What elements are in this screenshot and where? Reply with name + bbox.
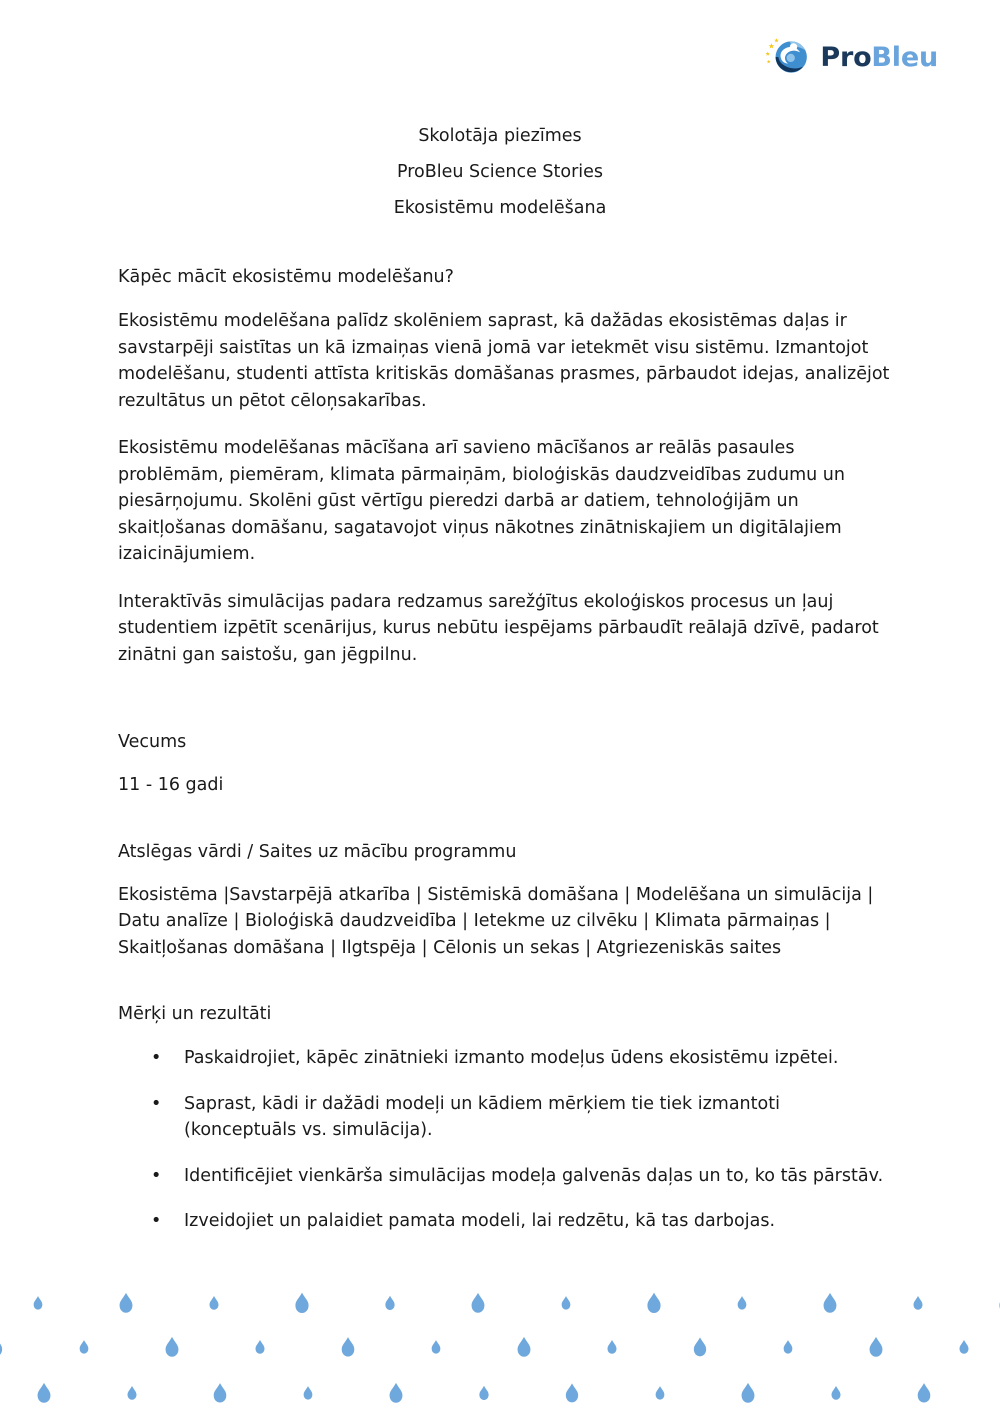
spacer-before-objectives [118, 961, 890, 1001]
objective-text: Saprast, kādi ir dažādi modeļi un kādiem mērķiem tie tiek izmantoti (konceptuāls vs. simulācija). [184, 1093, 780, 1140]
paragraph-why-teach-1: Ekosistēmu modelēšana palīdz skolēniem saprast, kā dažādas ekosistēmas daļas ir savstarpēji saistītas un kā izmaiņas vienā jomā var ietekmēt visu sistēmu. Izmantojot modelēšanu, studenti attīsta kritiskās domāšanas prasmes, pārbaudot idejas, analizējot rezultātus un pētot cēloņsakarības. [118, 311, 890, 411]
section-heading-objectives: Mērķi un rezultāti [118, 1004, 272, 1024]
section-heading-keywords: Atslēgas vārdi / Saites uz mācību programmu [118, 841, 517, 862]
objective-text: Paskaidrojiet, kāpēc zinātnieki izmanto modeļus ūdens ekosistēmu izpētei. [184, 1048, 839, 1068]
spacer-before-keywords [118, 799, 890, 839]
objective-text: Izveidojiet un palaidiet pamata modeli, lai redzētu, kā tas darbojas. [184, 1211, 776, 1231]
list-item [118, 1208, 890, 1235]
document-title-line-3: Ekosistēmu modelēšana [393, 198, 607, 218]
section-heading-why-teach: Kāpēc mācīt ekosistēmu modelēšanu? [118, 267, 454, 287]
bullet-icon: • [151, 1048, 162, 1068]
section-heading-age: Vecums [118, 732, 187, 752]
list-item [118, 1091, 890, 1144]
paragraph-why-teach-3: Interaktīvās simulācijas padara redzamus sarežģītus ekoloģiskos procesus un ļauj studentiem izpētīt scenārijus, kurus nebūtu iespējams pārbaudīt reālajā dzīvē, padarot zinātni gan saistošu, gan jēgpilnu. [118, 591, 879, 665]
brand-wordmark [820, 41, 938, 73]
objective-text: Identificējiet vienkārša simulācijas modeļa galvenās daļas un to, ko tās pārstāv. [184, 1165, 884, 1186]
document-body [118, 264, 890, 1254]
bullet-icon: • [151, 1211, 162, 1231]
keywords-value: Ekosistēma |Savstarpējā atkarība | Sistēmiskā domāšana | Modelēšana un simulācija | Datu analīze | Bioloģiskā daudzveidība | Ietekme uz cilvēku | Klimata pārmaiņas | Skaitļošanas domāšana | Ilgtspēja | Cēlonis un sekas | Atgriezeniskās saites [118, 884, 874, 958]
document-title-line-1: Skolotāja piezīmes [418, 126, 582, 146]
brand-name-pro: Pro [820, 41, 872, 73]
water-droplet-pattern-icon [0, 1275, 1000, 1415]
list-item [118, 1045, 890, 1072]
list-item [118, 1163, 890, 1190]
bullet-icon: • [151, 1093, 162, 1114]
objectives-list [118, 1045, 890, 1235]
bullet-icon: • [151, 1165, 162, 1186]
footer-droplet-pattern [0, 1275, 1000, 1415]
brand-name-bleu: Bleu [871, 41, 938, 73]
brand-logo [765, 34, 938, 80]
document-title-line-2: ProBleu Science Stories [396, 162, 604, 182]
spacer-before-age [118, 689, 890, 729]
document-title-block [0, 118, 1000, 226]
age-range-value: 11 - 16 gadi [118, 775, 224, 795]
pro-bleu-swirl-logo-icon [765, 34, 811, 80]
paragraph-why-teach-2: Ekosistēmu modelēšanas mācīšana arī savieno mācīšanos ar reālās pasaules problēmām, piemēram, klimata pārmaiņām, bioloģiskās daudzveidības zudumu un piesārņojumu. Skolēni gūst vērtīgu pieredzi darbā ar datiem, tehnoloģijām un skaitļošanas domāšanu, sagatavojot viņus nākotnes zinātniskajiem un digitālajiem izaicinājumiem. [118, 438, 845, 564]
